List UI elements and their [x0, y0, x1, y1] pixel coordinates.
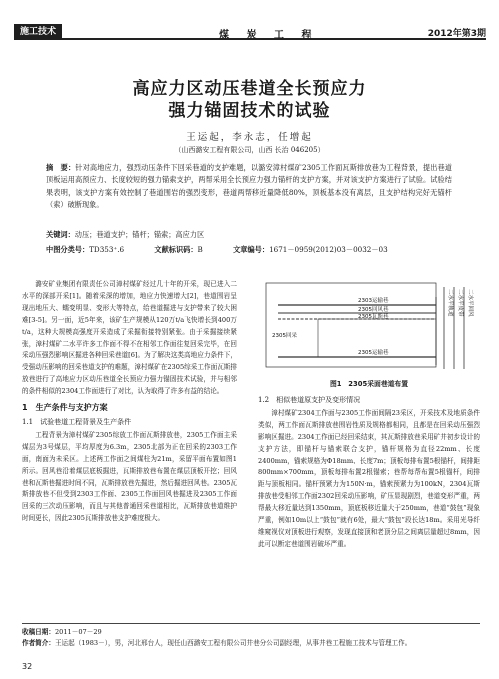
section-tag: 施工技术 — [14, 24, 62, 40]
right-column — [258, 393, 480, 551]
article-number-label: 文章编号： — [233, 245, 270, 254]
article-number-value: 1671－0959(2012)03－0032－03 — [269, 245, 388, 254]
label-2305-return: 2305回风巷 — [358, 307, 389, 313]
issue-label: 2012年第3期 — [427, 29, 486, 39]
author-bio-label: 作者简介： — [22, 639, 55, 647]
received-date: 2011－07－29 — [54, 628, 102, 636]
abstract — [46, 162, 452, 212]
page-number: 32 — [22, 662, 33, 671]
authors: 王运起，李永志，任增起 — [186, 132, 313, 143]
section-heading-1: 1 生产条件与支护方案 — [22, 403, 108, 413]
keywords — [46, 230, 452, 240]
abstract-text: 针对高地应力，强烈动压条件下回采巷道的支护难题，以潞安漳村煤矿2305工作面瓦斯排放巷为工程背景，提出巷道顶板运用高预应力、长度较短的强力锚索支护，两帮采用全长预应力强力锚杆的支护方案，并对该支护方案进行了试验。试验结果表明，该支护方案有效控制了巷道围岩的强烈变形，巷道两帮移近量降低80%，顶板基本没有离层，且支护结构完好无锚杆（索）破断现象。 — [46, 163, 452, 210]
label-2305-face: 2305回采 — [272, 333, 297, 339]
clc-label: 中图分类号： — [46, 245, 90, 254]
label-track: 二水平轨道 — [447, 289, 453, 317]
paper-title-line-1: 高应力区动压巷道全长预应力 — [132, 79, 367, 99]
figure-1 — [258, 279, 480, 387]
figure-caption: 图1 2305采面巷道布置 — [329, 380, 409, 388]
clc-value: TD353⁺.6 — [89, 245, 125, 254]
label-return: 二水平回风 — [467, 289, 473, 317]
paragraph-1-1: 工程背景为漳村煤矿2305综放工作面瓦斯排放巷，2305工作面主采煤层为3号煤层，平均厚度为6.3m，2305北部为正在回采的2303工作面，南面为未采区。上述两工作面之间煤柱为21m，采留平面布置如图1所示。回风巷沿着煤层底板掘进，瓦斯排放巷布置在煤层顶板开挖；回风巷和瓦斯巷掘进时间不同，瓦斯排放巷先掘进，然后掘进回风巷。2305瓦斯排放巷不但受到2303工作面、2305工作面回风巷掘进及2305工作面回采的三次动压影响，而且与其他普通回采巷道相比，瓦斯排放巷道维护时间更长，因此2305瓦斯排放巷支护难度极大。 — [22, 430, 237, 523]
label-2303-transport: 2303运输巷 — [358, 298, 389, 304]
roadway-layout-diagram — [258, 279, 480, 375]
received-label: 收稿日期： — [22, 628, 55, 636]
footnote — [22, 623, 480, 649]
keywords-text: 动压；巷道支护；锚杆；锚索；高应力区 — [74, 230, 205, 239]
journal-name: 煤 炭 工 程 — [219, 30, 319, 41]
classification-line — [46, 245, 452, 255]
running-header — [14, 24, 486, 40]
affiliation: （山西潞安工程有限公司，山西 长治 046205） — [174, 146, 325, 154]
doc-code-value: B — [197, 245, 203, 254]
paper-title-line-2: 强力锚固技术的试验 — [168, 101, 331, 121]
label-2305-gas: 2305瓦斯巷 — [358, 314, 389, 320]
label-2305-transport: 2305运输巷 — [358, 350, 389, 356]
author-bio: 王运起（1983－），男，河北邢台人，现任山西潞安工程有限公司井巷分公司副经理，从事井巷工程施工技术与管理工作。 — [54, 639, 412, 647]
label-belt: 二水平皮带 — [457, 289, 463, 317]
intro-paragraph: 潞安矿业集团有限责任公司漳村煤矿经过几十年的开采，现已进入二水平的深部开采[1]。随着采深的增加，地应力快速增大[2]，巷道围岩呈现出地压大、蠕变明显、变形大等特点，给巷道掘进与支护带来了较大困难[3-5]。另一面，近5年来，该矿生产规模从120万t/a飞快增长到400万t/a，这种大规模高强度开采造成了采掘衔接特别紧张。由于采掘接续紧张，漳村煤矿二水平许多工作面不得不在相邻工作面往复回采完毕，在回采动压强烈影响区掘进各种回采巷道[6]。为了解决这类高地应力条件下，受强动压影响的回采巷道支护的难题，漳村煤矿在2305综采工作面瓦斯排放巷进行了高地应力区动压巷道全长预应力强力锚固技术试验，并与相邻的条件相似的2304工作面进行了对比，认为取得了许多有益的结论。 — [22, 280, 237, 396]
keywords-label: 关键词： — [46, 230, 75, 239]
subsection-heading-1-1: 1.1 试验巷道工程背景及生产条件 — [22, 417, 132, 426]
left-column — [22, 279, 237, 525]
doc-code-label: 文献标识码： — [154, 245, 198, 254]
paragraph-1-2: 漳村煤矿2304工作面与2305工作面间隔23采区，开采技术及地质条件类似，两工作面瓦斯排放巷围岩性质及规格都相同，且都是在回采动压强烈影响区掘进。2304工作面已经回采结束，其瓦斯排放巷采用矿井初步设计的支护方法，即锚杆与锚索联合支护，锚杆规格为直径22mm、长度2400mm，锚索规格为Φ18mm、长度7m；顶板每排布置5根锚杆，间排距800mm×700mm，顶板每排布置2根锚索；巷帮每帮布置5根锚杆，间排距与顶板相同。锚杆预紧力为150N·m，锚索预紧力为100kN，2304瓦斯排放巷受相邻工作面2302回采动压影响，矿压显现剧烈，巷道变形严重，两帮最大移近量达到1350mm，顶底板移近量大于250mm，巷道“鼓包”现象严重，例如10m以上“鼓包”就有6处，最大“鼓包”段长达18m。采用光导纤维窥视仪对顶板进行观察，发现直接顶和老顶分层之间离层量超过8mm，因此可以断定巷道围岩破坏严重。 — [258, 408, 480, 548]
subsection-heading-1-2: 1.2 相似巷道原支护及变形情况 — [258, 396, 361, 404]
abstract-label: 摘 要： — [46, 163, 76, 172]
